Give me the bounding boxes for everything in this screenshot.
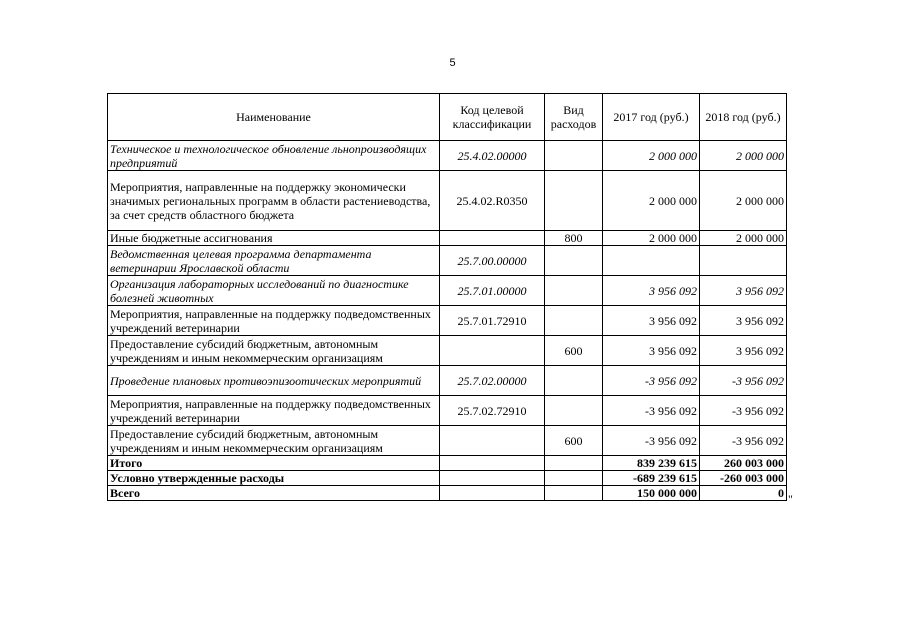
row-name: Предоставление субсидий бюджетным, автономным учреждениям и иным некоммерческим организациям (108, 336, 440, 366)
row-2018: 3 956 092 (700, 306, 787, 336)
row-code (440, 486, 545, 501)
header-2018: 2018 год (руб.) (700, 94, 787, 141)
row-2017: 3 956 092 (603, 336, 700, 366)
row-kind (545, 366, 603, 396)
table-row (108, 486, 787, 501)
row-code: 25.7.00.00000 (440, 246, 545, 276)
row-2018: -3 956 092 (700, 396, 787, 426)
row-kind (545, 141, 603, 171)
row-code (440, 231, 545, 246)
row-2017: -3 956 092 (603, 396, 700, 426)
budget-table (107, 93, 787, 501)
table-row (108, 336, 787, 366)
row-code: 25.7.02.00000 (440, 366, 545, 396)
table-row (108, 231, 787, 246)
row-code: 25.7.01.00000 (440, 276, 545, 306)
row-code: 25.4.02.R0350 (440, 171, 545, 231)
row-2018: 2 000 000 (700, 231, 787, 246)
header-name: Наименование (108, 94, 440, 141)
table-row (108, 276, 787, 306)
row-2017: 150 000 000 (603, 486, 700, 501)
row-code: 25.4.02.00000 (440, 141, 545, 171)
row-name: Мероприятия, направленные на поддержку экономически значимых региональных программ в области растениеводства, за счет средств областного бюджета (108, 171, 440, 231)
row-kind (545, 471, 603, 486)
row-2017: 2 000 000 (603, 231, 700, 246)
row-kind (545, 171, 603, 231)
row-name: Мероприятия, направленные на поддержку подведомственных учреждений ветеринарии (108, 306, 440, 336)
row-name: Условно утвержденные расходы (108, 471, 440, 486)
row-2018: 2 000 000 (700, 171, 787, 231)
row-name: Иные бюджетные ассигнования (108, 231, 440, 246)
row-name: Проведение плановых противоэпизоотических мероприятий (108, 366, 440, 396)
table-row (108, 366, 787, 396)
row-2018: -260 003 000 (700, 471, 787, 486)
row-2017: 2 000 000 (603, 141, 700, 171)
row-name: Предоставление субсидий бюджетным, автономным учреждениям и иным некоммерческим организациям (108, 426, 440, 456)
row-2017: 839 239 615 (603, 456, 700, 471)
table-row (108, 171, 787, 231)
table-header-row (108, 94, 787, 141)
row-2018 (700, 246, 787, 276)
table-row (108, 141, 787, 171)
row-code (440, 426, 545, 456)
row-2017: 2 000 000 (603, 171, 700, 231)
row-kind (545, 276, 603, 306)
row-code (440, 336, 545, 366)
row-2018: 260 003 000 (700, 456, 787, 471)
row-2018: 3 956 092 (700, 336, 787, 366)
row-kind (545, 396, 603, 426)
row-2018: -3 956 092 (700, 426, 787, 456)
row-code: 25.7.02.72910 (440, 396, 545, 426)
row-name: Техническое и технологическое обновление льнопроизводящих предприятий (108, 141, 440, 171)
row-name: Всего (108, 486, 440, 501)
table-row (108, 471, 787, 486)
row-kind (545, 456, 603, 471)
header-code: Код целевой классификации (440, 94, 545, 141)
row-code: 25.7.01.72910 (440, 306, 545, 336)
table-row (108, 426, 787, 456)
row-kind: 600 (545, 426, 603, 456)
table-row (108, 306, 787, 336)
table-row (108, 246, 787, 276)
row-2017: -3 956 092 (603, 426, 700, 456)
row-code (440, 471, 545, 486)
row-name: Организация лабораторных исследований по диагностике болезней животных (108, 276, 440, 306)
header-2017: 2017 год (руб.) (603, 94, 700, 141)
table-row (108, 456, 787, 471)
row-2018: 2 000 000 (700, 141, 787, 171)
row-2018: 3 956 092 (700, 276, 787, 306)
row-kind (545, 306, 603, 336)
row-2017: -689 239 615 (603, 471, 700, 486)
row-kind (545, 486, 603, 501)
row-name: Итого (108, 456, 440, 471)
row-2017: 3 956 092 (603, 276, 700, 306)
row-2017 (603, 246, 700, 276)
row-code (440, 456, 545, 471)
row-name: Мероприятия, направленные на поддержку подведомственных учреждений ветеринарии (108, 396, 440, 426)
closing-quote-mark: " (788, 492, 793, 506)
header-kind: Вид расходов (545, 94, 603, 141)
row-name: Ведомственная целевая программа департамента ветеринарии Ярославской области (108, 246, 440, 276)
row-kind: 800 (545, 231, 603, 246)
row-kind: 600 (545, 336, 603, 366)
row-2018: -3 956 092 (700, 366, 787, 396)
row-2017: 3 956 092 (603, 306, 700, 336)
page-number: 5 (449, 57, 456, 69)
row-kind (545, 246, 603, 276)
row-2017: -3 956 092 (603, 366, 700, 396)
row-2018: 0 (700, 486, 787, 501)
table-row (108, 396, 787, 426)
